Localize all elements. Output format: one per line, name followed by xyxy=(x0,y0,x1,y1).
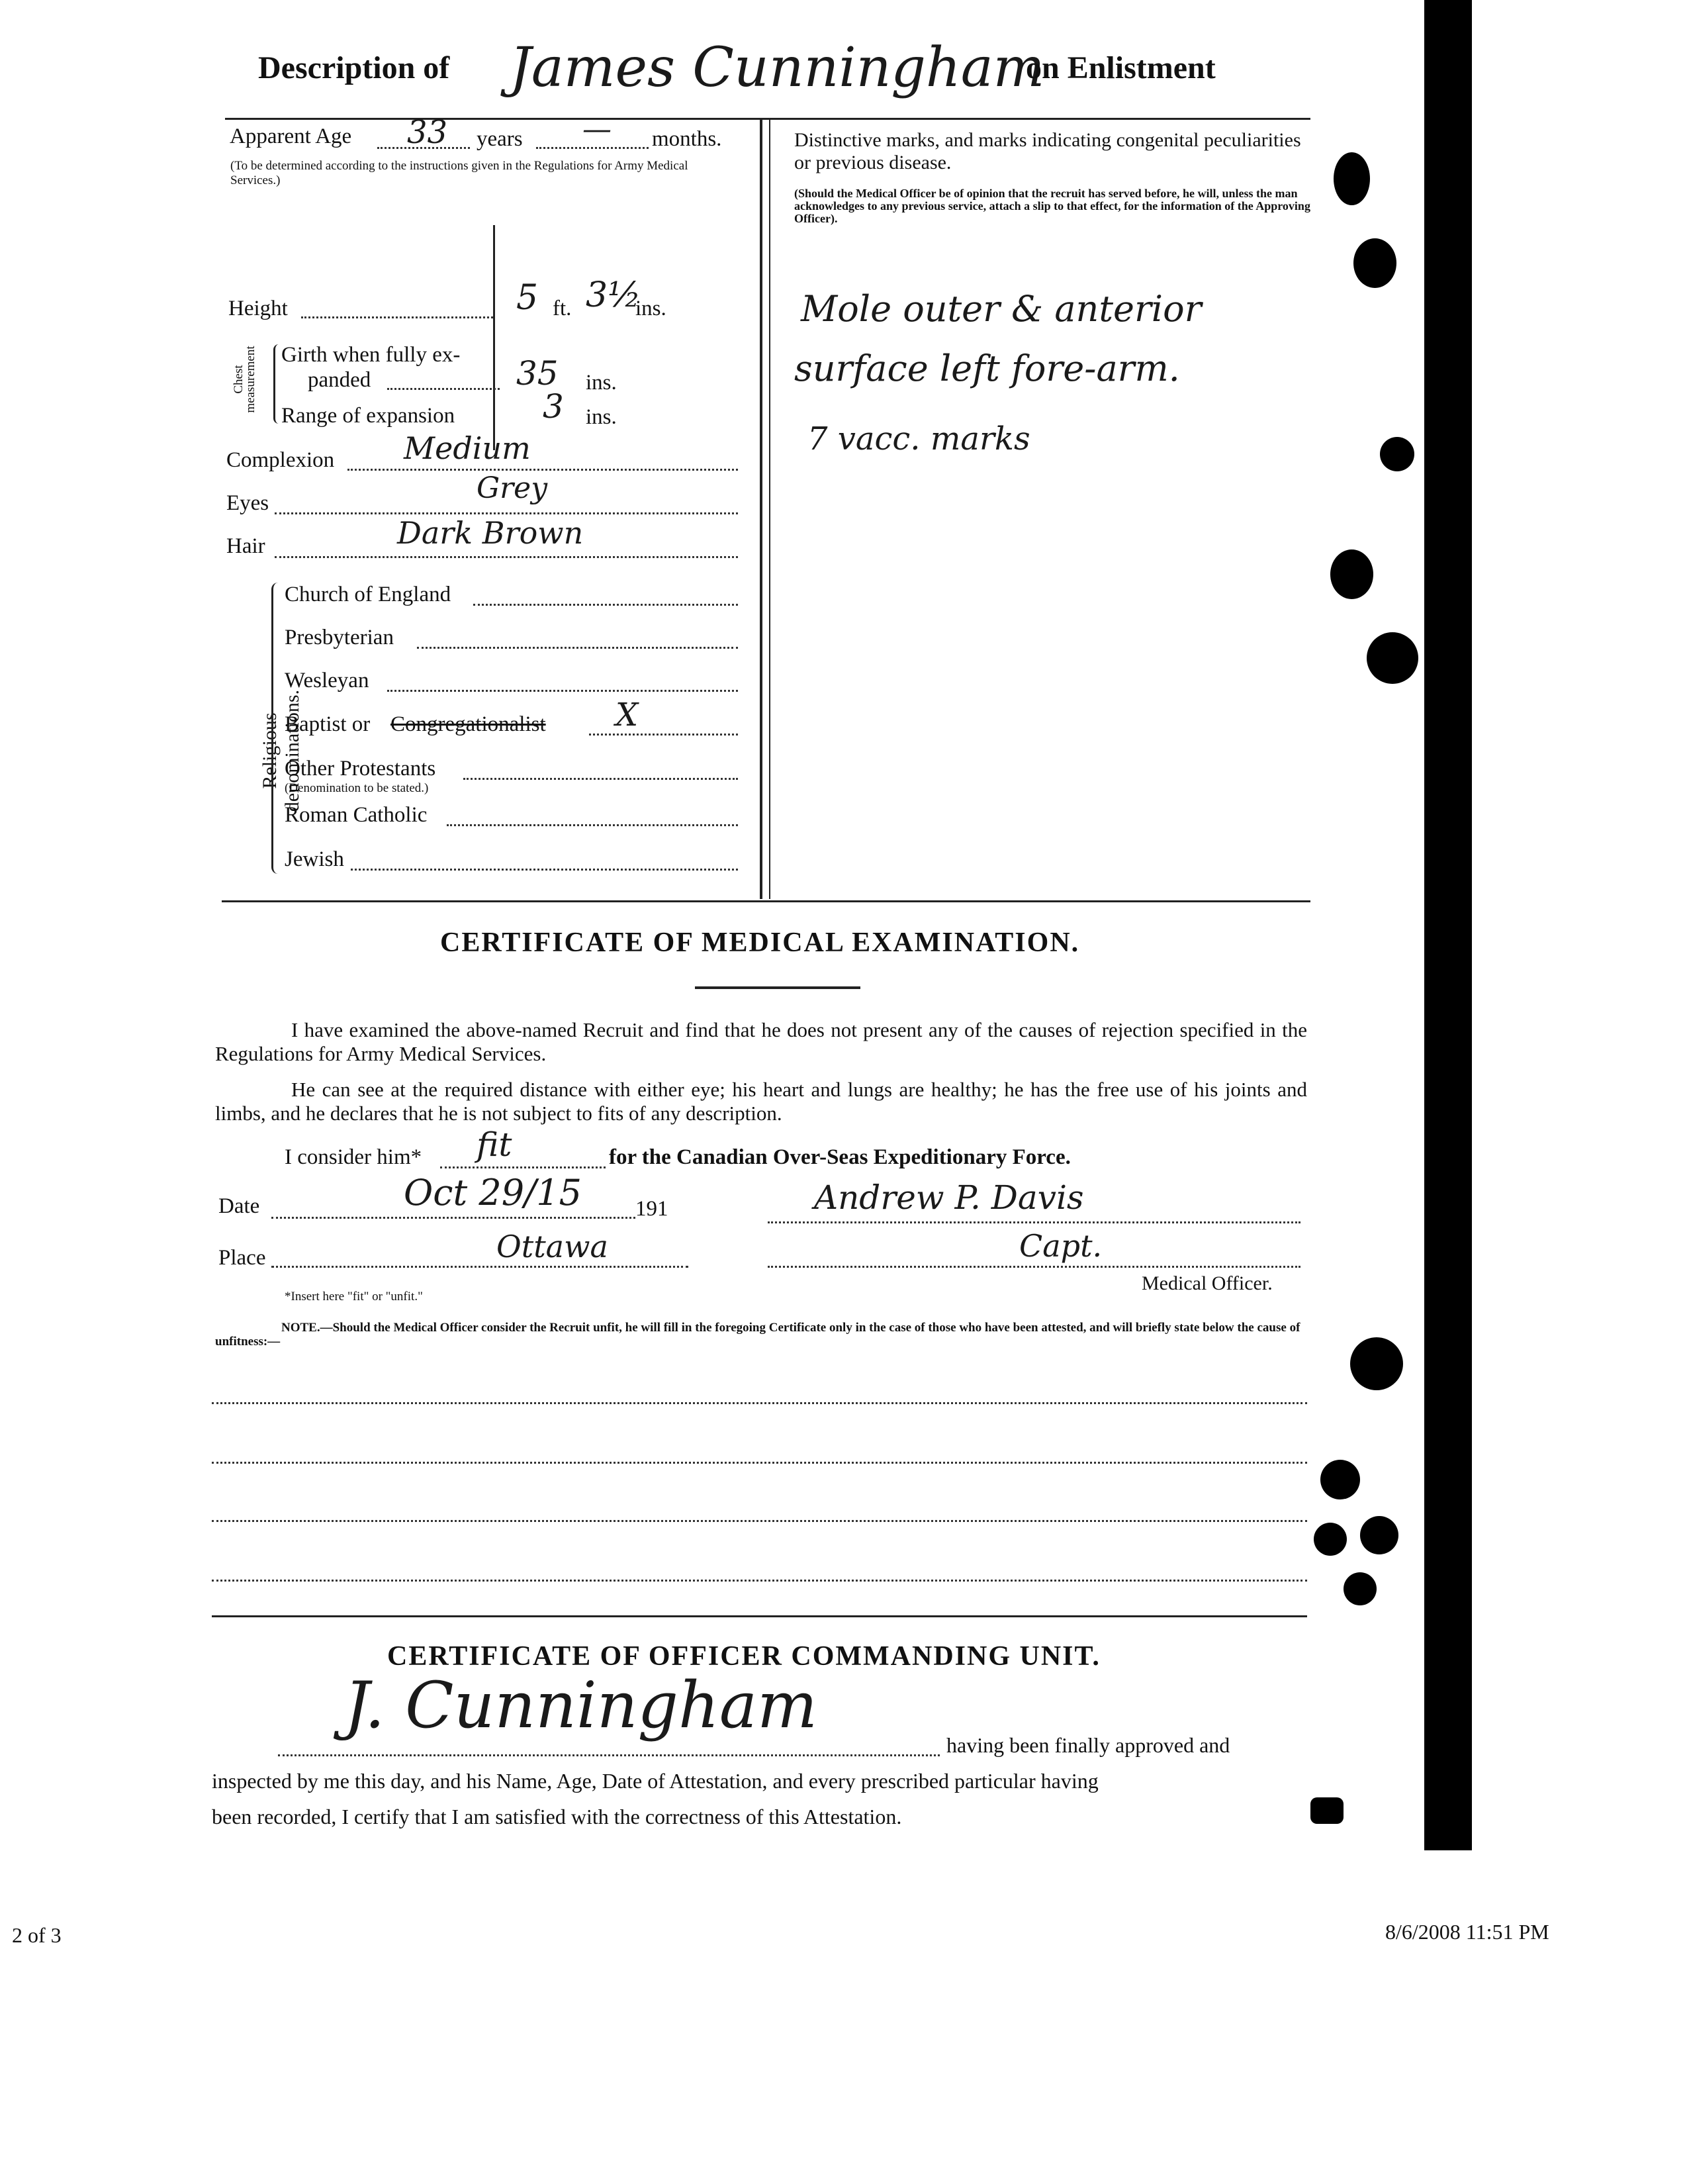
dots-catholic xyxy=(447,824,738,826)
girth-dots xyxy=(387,388,500,390)
eyes-label: Eyes xyxy=(226,491,269,515)
punch-hole-1 xyxy=(1334,152,1370,205)
medical-para-2: He can see at the required distance with either eye; his heart and lungs are healthy; he has the free use of his joints and limbs, and he declares that he is not subject to fits of any description. xyxy=(215,1078,1307,1125)
dots-jewish xyxy=(351,869,738,871)
religion-roman-catholic: Roman Catholic xyxy=(285,803,428,827)
consider-label: I consider him* xyxy=(285,1145,422,1169)
religion-baptist: Baptist or xyxy=(285,712,371,736)
religion-side-label: Religious denominations. xyxy=(259,689,303,812)
insert-note: *Insert here "fit" or "unfit." xyxy=(285,1290,423,1304)
girth-label-1: Girth when fully ex- xyxy=(281,343,461,367)
blank-line-3 xyxy=(212,1520,1307,1522)
force-label: for the Canadian Over-Seas Expeditionary Force. xyxy=(609,1145,1071,1169)
height-dots xyxy=(301,316,493,318)
commanding-signature: J. Cunningham xyxy=(344,1668,818,1742)
religion-presbyterian: Presbyterian xyxy=(285,626,394,649)
religion-bracket xyxy=(271,583,281,874)
girth-value: 35 xyxy=(516,354,559,393)
medical-para-1: I have examined the above-named Recruit and find that he does not present any of the causes of rejection specified in the Regulations for Army Medical Services. xyxy=(215,1018,1307,1065)
blank-line-2 xyxy=(212,1462,1307,1464)
fitness-value: fit xyxy=(477,1125,512,1164)
dots-wesleyan xyxy=(387,690,738,692)
religion-congregationalist-struck: Congregationalist xyxy=(390,712,546,736)
chest-side-label: Chest measurement xyxy=(232,346,257,413)
marks-line-1: Mole outer & anterior xyxy=(801,288,1202,330)
ft-label: ft. xyxy=(553,297,572,320)
punch-hole-6 xyxy=(1350,1337,1403,1390)
rank-dots xyxy=(768,1266,1300,1268)
age-note: (To be determined according to the instructions given in the Regulations for Army Medical Services.) xyxy=(230,159,688,187)
complexion-value: Medium xyxy=(404,430,531,466)
unfit-note: NOTE.—Should the Medical Officer consider the Recruit unfit, he will fill in the foregoing Certificate only in the case of those who have been attested, and will briefly state below the cause of unfitness:— xyxy=(215,1321,1300,1349)
months-dots xyxy=(536,147,649,149)
punch-hole-4 xyxy=(1330,549,1373,599)
commanding-text-2: inspected by me this day, and his Name, Age, Date of Attestation, and every prescribed particular having xyxy=(212,1769,1099,1793)
punch-hole-11 xyxy=(1310,1797,1344,1824)
recruit-name: James Cunningham xyxy=(510,36,1045,99)
blank-line-1 xyxy=(212,1402,1307,1404)
year-prefix: 191 xyxy=(635,1197,668,1221)
punch-hole-9 xyxy=(1360,1516,1398,1554)
signature-dots xyxy=(768,1221,1300,1223)
hair-dots xyxy=(275,556,738,558)
eyes-value: Grey xyxy=(477,471,548,505)
punch-hole-2 xyxy=(1353,238,1396,288)
height-label: Height xyxy=(228,297,288,320)
eyes-dots xyxy=(275,512,738,514)
middle-rule xyxy=(222,900,1310,902)
date-label: Date xyxy=(218,1194,260,1218)
place-value: Ottawa xyxy=(496,1229,608,1264)
months-value: — xyxy=(582,113,612,146)
punch-hole-8 xyxy=(1314,1523,1347,1556)
marks-heading: Distinctive marks, and marks indicating congenital peculiarities or previous disease. xyxy=(794,129,1301,173)
hair-label: Hair xyxy=(226,534,265,558)
punch-hole-5 xyxy=(1367,632,1418,684)
denomination-note: (Denomination to be stated.) xyxy=(285,781,429,795)
height-bracket-line xyxy=(493,225,495,450)
range-value: 3 xyxy=(543,387,564,426)
height-ft-value: 5 xyxy=(516,278,539,318)
place-dots xyxy=(271,1266,688,1268)
header-prefix: Description of xyxy=(258,50,450,85)
date-value: Oct 29/15 xyxy=(404,1172,582,1213)
commanding-text-1: having been finally approved and xyxy=(946,1733,1230,1757)
commanding-dots xyxy=(278,1754,940,1756)
marks-line-2: surface left fore-arm. xyxy=(794,348,1180,389)
years-label: years xyxy=(477,127,523,151)
medical-officer-signature: Andrew P. Davis xyxy=(814,1178,1084,1217)
punch-hole-3 xyxy=(1380,437,1414,471)
religion-other-protestants: Other Protestants xyxy=(285,757,436,781)
medical-heading-rule xyxy=(695,986,860,989)
complexion-dots xyxy=(347,469,738,471)
age-label: Apparent Age xyxy=(230,124,352,148)
blank-line-4 xyxy=(212,1580,1307,1582)
dots-baptist xyxy=(589,734,738,736)
column-divider-inner xyxy=(769,118,770,899)
column-divider xyxy=(760,118,762,899)
marks-note: (Should the Medical Officer be of opinion that the recruit has served before, he will, unless the man acknowledges to any previous service, attach a slip to that effect, for the information of the Approving Officer). xyxy=(794,187,1310,225)
dots-other xyxy=(463,778,738,780)
print-timestamp: 8/6/2008 11:51 PM xyxy=(1385,1920,1549,1944)
height-ins-label: ins. xyxy=(635,297,666,320)
date-dots xyxy=(271,1217,635,1219)
religion-mark: X xyxy=(616,696,639,734)
religion-jewish: Jewish xyxy=(285,847,344,871)
commanding-text-3: been recorded, I certify that I am satisfied with the correctness of this Attestation. xyxy=(212,1805,902,1828)
height-ins-value: 3½ xyxy=(586,275,641,315)
range-label: Range of expansion xyxy=(281,404,455,428)
place-label: Place xyxy=(218,1246,266,1270)
binding-edge xyxy=(1424,0,1472,1850)
months-label: months. xyxy=(652,127,722,151)
form-header xyxy=(258,36,1317,109)
dots-church xyxy=(473,604,738,606)
bottom-section-rule xyxy=(212,1615,1307,1617)
punch-hole-7 xyxy=(1320,1460,1360,1499)
description-left-column xyxy=(225,113,754,900)
medical-officer-label: Medical Officer. xyxy=(1142,1272,1273,1294)
girth-ins-label: ins. xyxy=(586,371,617,395)
range-ins-label: ins. xyxy=(586,405,617,429)
girth-label-2: panded xyxy=(308,368,371,392)
officer-rank: Capt. xyxy=(1019,1228,1103,1264)
header-suffix: on Enlistment xyxy=(1026,50,1216,85)
religion-wesleyan: Wesleyan xyxy=(285,669,369,692)
medical-heading: CERTIFICATE OF MEDICAL EXAMINATION. xyxy=(440,927,1080,958)
hair-value: Dark Brown xyxy=(397,515,584,551)
punch-hole-10 xyxy=(1344,1572,1377,1605)
distinctive-marks-column xyxy=(794,129,1324,890)
marks-line-3: 7 vacc. marks xyxy=(807,420,1030,457)
complexion-label: Complexion xyxy=(226,448,335,472)
age-dots xyxy=(377,147,470,149)
consider-dots xyxy=(440,1166,606,1168)
age-value: 33 xyxy=(407,114,448,151)
commanding-heading: CERTIFICATE OF OFFICER COMMANDING UNIT. xyxy=(387,1641,1101,1672)
dots-presbyterian xyxy=(417,647,738,649)
religion-church-of-england: Church of England xyxy=(285,583,451,606)
page-count: 2 of 3 xyxy=(12,1923,62,1947)
